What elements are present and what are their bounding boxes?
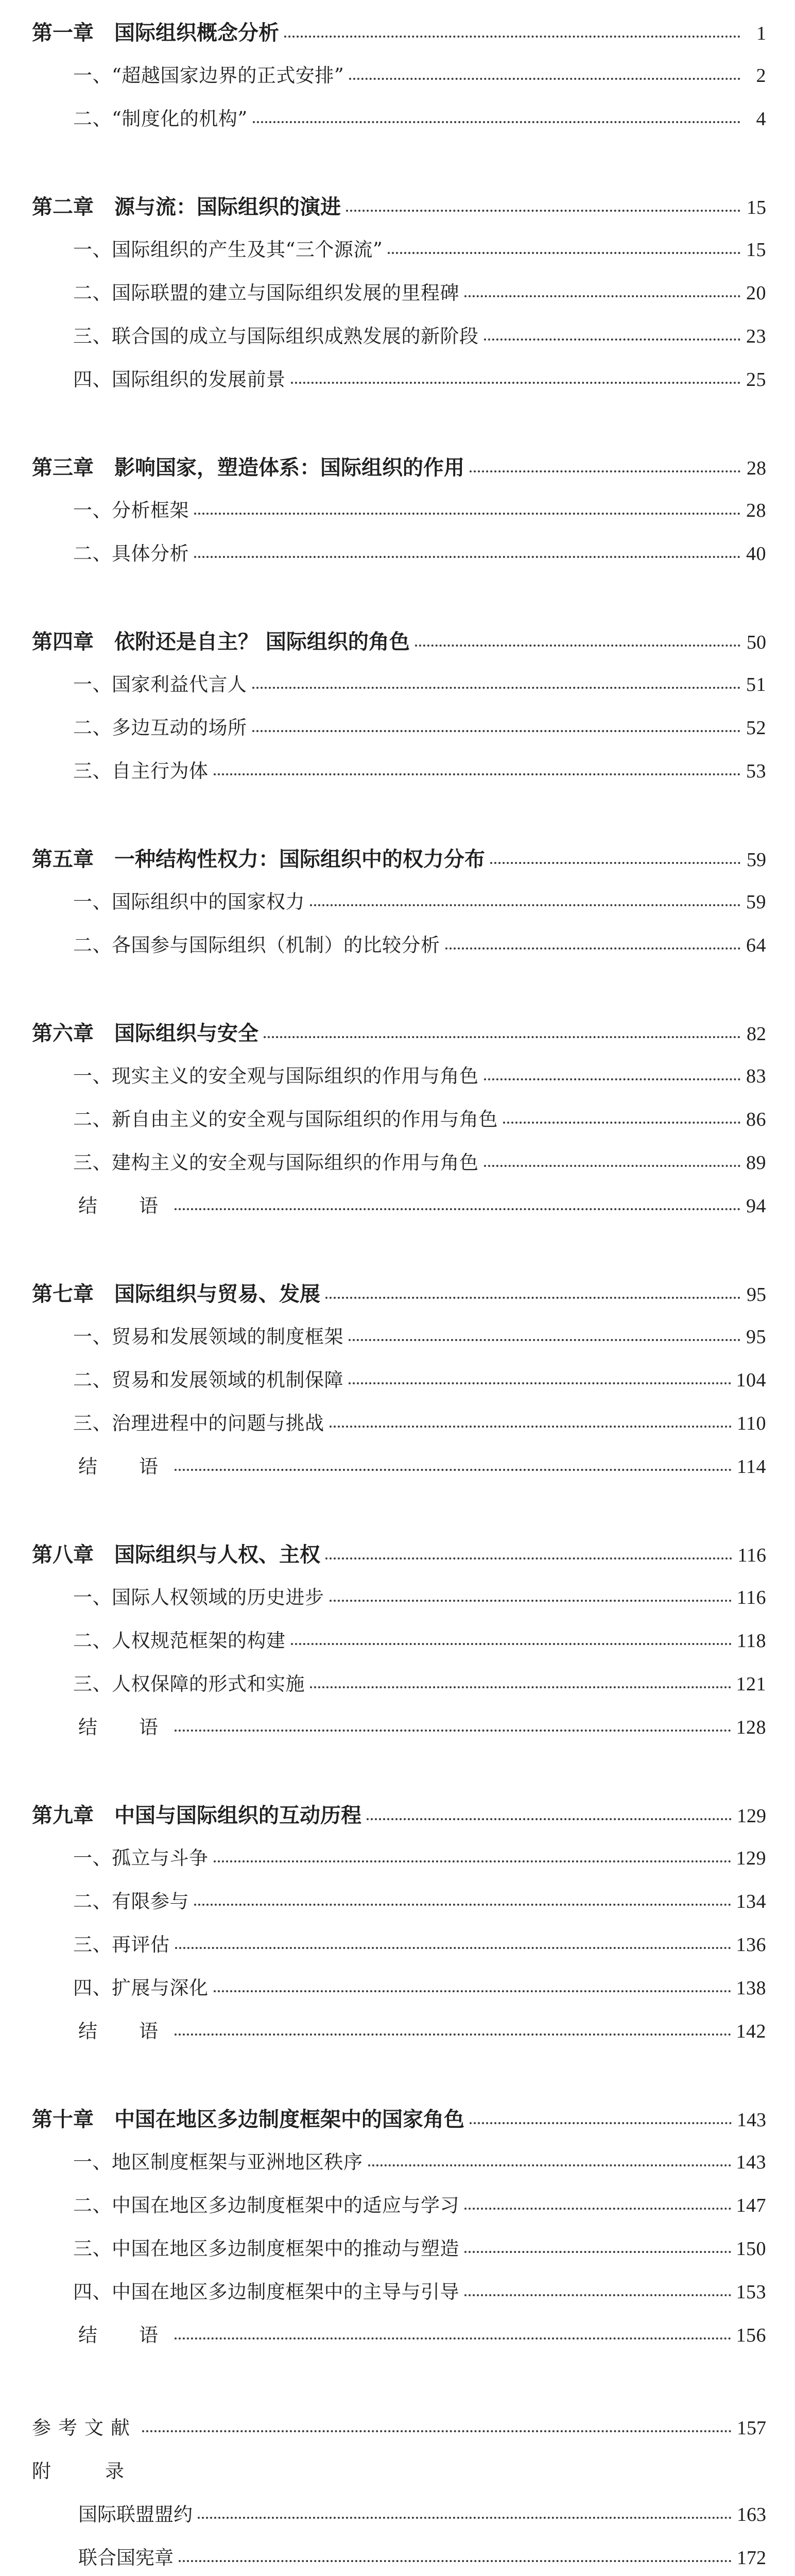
- section-entry-page-number: 59: [746, 891, 766, 913]
- chapter-heading-title: [32, 843, 485, 872]
- section-entry-title: 三、自主行为体: [73, 760, 209, 782]
- chapter-conclusion-entry-page-number: 156: [736, 2325, 766, 2346]
- references-entry[interactable]: [32, 2412, 766, 2440]
- dot-leader: [253, 102, 740, 123]
- section-entry[interactable]: [73, 1972, 766, 2000]
- section-entry-title: 一、地区制度框架与亚洲地区秩序: [73, 2151, 363, 2173]
- appendix-item-entry[interactable]: [78, 2542, 766, 2570]
- dot-leader: [175, 2318, 731, 2340]
- dot-leader: [310, 885, 740, 906]
- dot-leader: [503, 1103, 740, 1124]
- appendix-item-entry-title: 国际联盟盟约: [78, 2503, 193, 2526]
- appendix-heading[interactable]: 附 录: [32, 2460, 142, 2482]
- chapter-heading[interactable]: [32, 191, 766, 220]
- chapter-title: 国际组织概念分析: [114, 21, 279, 45]
- chapter-heading-title: [32, 191, 341, 220]
- chapter-page-number: 95: [747, 1284, 766, 1306]
- dot-leader: [464, 2275, 731, 2296]
- section-entry-page-number: 15: [746, 239, 766, 261]
- chapter-number: 第二章: [32, 195, 94, 219]
- section-entry-title: 三、人权保障的形式和实施: [73, 1673, 305, 1695]
- chapter-conclusion-entry-page-number: 128: [736, 1717, 766, 1738]
- dot-leader: [349, 1363, 731, 1384]
- chapter-conclusion-entry-page-number: 142: [736, 2021, 766, 2042]
- chapter-conclusion-entry-page-number: 114: [736, 1456, 766, 1478]
- chapter-heading-title: [32, 1799, 361, 1828]
- dot-leader: [388, 233, 740, 254]
- section-entry-page-number: 136: [736, 1934, 766, 1956]
- dot-leader: [368, 2145, 731, 2166]
- section-entry-page-number: 20: [746, 282, 766, 304]
- dot-leader: [484, 319, 741, 341]
- section-entry-title: 二、多边互动的场所: [73, 717, 247, 739]
- section-entry-title: 一、贸易和发展领域的制度框架: [73, 1326, 343, 1348]
- section-entry[interactable]: [73, 755, 766, 783]
- chapter-conclusion-entry[interactable]: [78, 1190, 766, 1218]
- section-entry[interactable]: [73, 929, 766, 957]
- dot-leader: [194, 537, 740, 558]
- section-entry-page-number: 4: [756, 108, 766, 130]
- dot-leader: [175, 2014, 731, 2036]
- section-entry[interactable]: [73, 1929, 766, 1957]
- chapter-title: 国际组织与安全: [114, 1021, 258, 1045]
- section-entry-page-number: 118: [736, 1630, 766, 1652]
- section-entry-page-number: 134: [736, 1891, 766, 1912]
- appendix-item-entry-title: 联合国宪章: [78, 2547, 174, 2569]
- section-entry[interactable]: [73, 1147, 766, 1175]
- chapter-heading-title: [32, 1538, 320, 1568]
- dot-leader: [175, 1450, 732, 1471]
- section-entry[interactable]: [73, 103, 766, 131]
- section-entry-page-number: 23: [746, 326, 766, 347]
- chapter-conclusion-entry[interactable]: [78, 1711, 766, 1739]
- chapter-page-number: 129: [737, 1805, 766, 1827]
- dot-leader: [464, 2189, 731, 2210]
- dot-leader: [415, 624, 740, 647]
- dot-leader: [325, 1276, 740, 1299]
- section-entry-title: 二、国际联盟的建立与国际组织发展的里程碑: [73, 282, 459, 304]
- dot-leader: [490, 841, 740, 864]
- section-entry[interactable]: [73, 60, 766, 88]
- chapter-heading[interactable]: [32, 843, 766, 872]
- section-entry[interactable]: [73, 234, 766, 262]
- dot-leader: [142, 2411, 732, 2432]
- section-entry-title: 二、有限参与: [73, 1890, 189, 1912]
- dot-leader: [194, 494, 740, 515]
- dot-leader: [284, 15, 740, 38]
- dot-leader: [470, 2102, 732, 2124]
- dot-leader: [214, 1971, 731, 1992]
- dot-leader: [470, 450, 740, 472]
- chapter-page-number: 82: [747, 1023, 766, 1045]
- section-entry-title: 二、贸易和发展领域的机制保障: [73, 1369, 343, 1391]
- dot-leader: [464, 276, 740, 297]
- section-entry-page-number: 64: [746, 935, 766, 956]
- section-entry-title: 一、国际组织中的国家权力: [73, 891, 305, 913]
- section-entry-page-number: 138: [736, 1977, 766, 1999]
- section-entry[interactable]: [73, 1582, 766, 1609]
- section-entry[interactable]: [73, 1060, 766, 1088]
- section-entry-page-number: 104: [736, 1369, 766, 1391]
- chapter-number: 第四章: [32, 630, 94, 654]
- section-entry-title: 四、中国在地区多边制度框架中的主导与引导: [73, 2281, 459, 2303]
- section-entry-page-number: 129: [736, 1848, 766, 1869]
- chapter-conclusion-entry-title: 结 语: [78, 2324, 169, 2346]
- section-entry[interactable]: [73, 1104, 766, 1131]
- chapter-page-number: 59: [747, 849, 766, 871]
- section-entry[interactable]: [73, 2190, 766, 2217]
- chapter-heading-title: [32, 16, 279, 46]
- section-entry-page-number: 83: [746, 1065, 766, 1087]
- section-entry-title: 三、建构主义的安全观与国际组织的作用与角色: [73, 1151, 479, 1174]
- section-entry[interactable]: [73, 1408, 766, 1435]
- dot-leader: [445, 928, 741, 950]
- section-entry-page-number: 121: [736, 1673, 766, 1695]
- references-entry-title: 参考文献: [32, 2417, 137, 2439]
- section-entry-page-number: 89: [746, 1152, 766, 1174]
- section-entry-page-number: 51: [746, 674, 766, 696]
- section-entry-title: 二、“制度化的机构”: [73, 108, 248, 130]
- section-entry-page-number: 52: [746, 717, 766, 739]
- dot-leader: [175, 1710, 731, 1732]
- appendix-item-entry[interactable]: [78, 2499, 766, 2527]
- chapter-title: 依附还是自主？ 国际组织的角色: [114, 630, 410, 654]
- chapter-number: 第七章: [32, 1282, 94, 1306]
- dot-leader: [484, 1059, 741, 1080]
- chapter-heading[interactable]: [32, 625, 766, 655]
- chapter-conclusion-entry-title: 结 语: [78, 1455, 169, 1478]
- dot-leader: [291, 1624, 732, 1645]
- chapter-title: 中国在地区多边制度框架中的国家角色: [114, 2107, 464, 2131]
- section-entry-page-number: 95: [746, 1326, 766, 1348]
- dot-leader: [264, 1015, 740, 1038]
- chapter-number: 第九章: [32, 1803, 94, 1827]
- section-entry-page-number: 143: [736, 2151, 766, 2173]
- section-entry-page-number: 86: [746, 1109, 766, 1130]
- section-entry[interactable]: [73, 320, 766, 348]
- section-entry-title: 一、“超越国家边界的正式安排”: [73, 64, 344, 87]
- dot-leader: [214, 1841, 731, 1862]
- chapter-title: 中国与国际组织的互动历程: [114, 1803, 361, 1827]
- section-entry-title: 一、国家利益代言人: [73, 673, 247, 696]
- section-entry[interactable]: [73, 495, 766, 522]
- chapter-title: 影响国家，塑造体系：国际组织的作用: [114, 455, 464, 480]
- section-entry[interactable]: [73, 2276, 766, 2304]
- references-entry-page-number: 157: [737, 2417, 766, 2439]
- dot-leader: [367, 1798, 732, 1820]
- chapter-conclusion-entry-title: 结 语: [78, 2020, 169, 2042]
- section-entry[interactable]: [73, 1364, 766, 1392]
- chapter-heading[interactable]: [32, 1278, 766, 1307]
- chapter-heading-title: [32, 625, 410, 655]
- section-entry-page-number: 110: [736, 1413, 766, 1434]
- chapter-heading-title: [32, 2103, 464, 2132]
- dot-leader: [310, 1667, 731, 1688]
- section-entry-page-number: 2: [756, 65, 766, 87]
- chapter-heading[interactable]: [32, 451, 766, 481]
- section-entry[interactable]: [73, 712, 766, 740]
- dot-leader: [252, 711, 741, 732]
- section-entry-page-number: 116: [736, 1587, 766, 1608]
- chapter-title: 国际组织与贸易、发展: [114, 1282, 320, 1306]
- chapter-heading[interactable]: [32, 16, 766, 46]
- section-entry[interactable]: [73, 277, 766, 305]
- section-entry-title: 三、治理进程中的问题与挑战: [73, 1412, 324, 1434]
- dot-leader: [198, 2498, 732, 2519]
- section-entry-title: 四、国际组织的发展前景: [73, 368, 286, 391]
- section-entry-page-number: 147: [736, 2195, 766, 2216]
- chapter-number: 第十章: [32, 2107, 94, 2131]
- section-entry-title: 一、孤立与斗争: [73, 1847, 209, 1869]
- section-entry[interactable]: [73, 886, 766, 914]
- section-entry-page-number: 53: [746, 760, 766, 782]
- chapter-number: 第八章: [32, 1543, 94, 1567]
- dot-leader: [179, 2541, 732, 2562]
- section-entry[interactable]: [73, 1321, 766, 1349]
- chapter-heading[interactable]: [32, 1799, 766, 1828]
- chapter-number: 第六章: [32, 1021, 94, 1045]
- section-entry[interactable]: [73, 2233, 766, 2261]
- dot-leader: [175, 1928, 731, 1949]
- chapter-conclusion-entry-page-number: 94: [746, 1195, 766, 1217]
- section-entry[interactable]: [73, 538, 766, 566]
- section-entry-title: 一、现实主义的安全观与国际组织的作用与角色: [73, 1065, 479, 1087]
- section-entry-title: 三、再评估: [73, 1934, 170, 1956]
- section-entry[interactable]: [73, 1886, 766, 1913]
- chapter-page-number: 28: [747, 457, 766, 479]
- section-entry-title: 二、新自由主义的安全观与国际组织的作用与角色: [73, 1108, 498, 1130]
- chapter-number: 第一章: [32, 21, 94, 45]
- section-entry-title: 四、扩展与深化: [73, 1977, 209, 1999]
- dot-leader: [349, 59, 740, 80]
- section-entry-page-number: 150: [736, 2238, 766, 2260]
- dot-leader: [252, 668, 741, 689]
- chapter-conclusion-entry[interactable]: [78, 1451, 766, 1479]
- section-entry-title: 一、国际组织的产生及其“三个源流”: [73, 239, 383, 261]
- chapter-title: 国际组织与人权、主权: [114, 1543, 320, 1567]
- section-entry-title: 一、国际人权领域的历史进步: [73, 1586, 324, 1608]
- section-entry-title: 二、中国在地区多边制度框架中的适应与学习: [73, 2194, 459, 2216]
- section-entry-title: 三、联合国的成立与国际组织成熟发展的新阶段: [73, 325, 479, 347]
- dot-leader: [346, 189, 740, 212]
- section-entry-page-number: 25: [746, 369, 766, 391]
- chapter-heading[interactable]: [32, 1538, 766, 1568]
- appendix-item-entry-page-number: 172: [737, 2547, 766, 2569]
- section-entry[interactable]: [73, 1625, 766, 1653]
- section-entry[interactable]: [73, 2146, 766, 2174]
- chapter-page-number: 143: [737, 2109, 766, 2131]
- dot-leader: [194, 1885, 731, 1906]
- chapter-page-number: 116: [737, 1545, 766, 1566]
- dot-leader: [330, 1406, 732, 1428]
- chapter-conclusion-entry[interactable]: [78, 2319, 766, 2347]
- section-entry-page-number: 40: [746, 543, 766, 565]
- section-entry[interactable]: [73, 1668, 766, 1696]
- chapter-heading-title: [32, 1017, 258, 1046]
- chapter-title: 一种结构性权力：国际组织中的权力分布: [114, 847, 485, 871]
- chapter-conclusion-entry-title: 结 语: [78, 1716, 169, 1738]
- section-entry-title: 二、各国参与国际组织（机制）的比较分析: [73, 934, 440, 956]
- chapter-page-number: 1: [756, 23, 766, 44]
- chapter-heading-title: [32, 1278, 320, 1307]
- section-entry-title: 二、人权规范框架的构建: [73, 1630, 286, 1652]
- dot-leader: [291, 363, 741, 384]
- dot-leader: [214, 754, 741, 775]
- section-entry-page-number: 153: [736, 2281, 766, 2303]
- chapter-number: 第五章: [32, 847, 94, 871]
- section-entry-page-number: 28: [746, 500, 766, 521]
- section-entry[interactable]: [73, 1842, 766, 1870]
- section-entry-title: 三、中国在地区多边制度框架中的推动与塑造: [73, 2238, 459, 2260]
- section-entry-title: 一、分析框架: [73, 499, 189, 521]
- chapter-title: 源与流：国际组织的演进: [114, 195, 341, 219]
- chapter-conclusion-entry-title: 结 语: [78, 1195, 169, 1217]
- chapter-heading[interactable]: [32, 2103, 766, 2132]
- section-entry-title: 二、具体分析: [73, 543, 189, 565]
- section-entry[interactable]: [73, 364, 766, 392]
- dot-leader: [330, 1581, 732, 1602]
- appendix-item-entry-page-number: 163: [737, 2504, 766, 2526]
- chapter-conclusion-entry[interactable]: [78, 2015, 766, 2043]
- chapter-page-number: 15: [747, 197, 766, 218]
- dot-leader: [175, 1189, 740, 1210]
- dot-leader: [349, 1320, 740, 1341]
- chapter-heading-title: [32, 451, 464, 481]
- chapter-number: 第三章: [32, 455, 94, 480]
- dot-leader: [484, 1146, 741, 1167]
- dot-leader: [325, 1537, 732, 1560]
- dot-leader: [464, 2232, 731, 2253]
- section-entry[interactable]: [73, 669, 766, 697]
- chapter-heading[interactable]: [32, 1017, 766, 1046]
- chapter-page-number: 50: [747, 632, 766, 653]
